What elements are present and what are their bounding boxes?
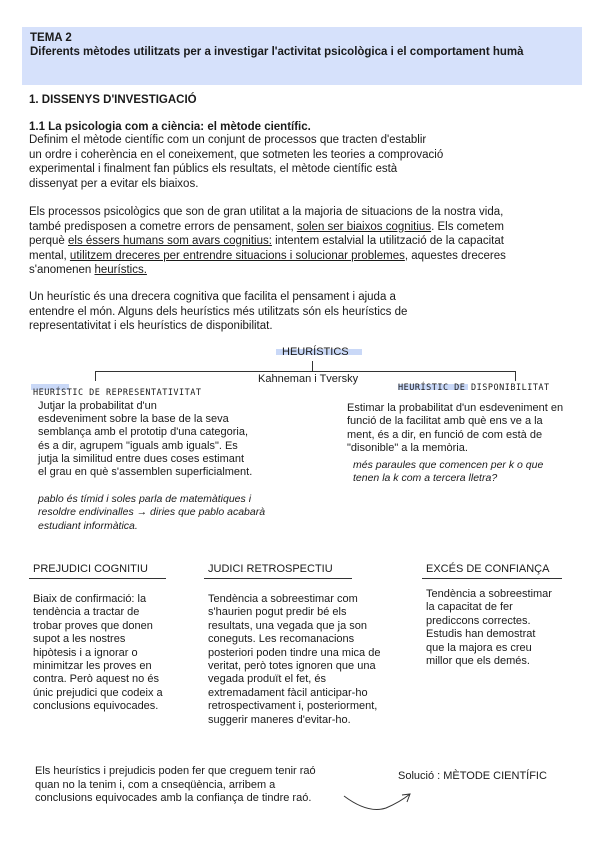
text-line: més paraules que comencen per k o que <box>353 459 544 471</box>
text-line: funció de la facilitat amb què ens ve a la <box>347 415 543 428</box>
bias-title-overconfidence: EXCÉS DE CONFIANÇA <box>426 563 550 575</box>
text-line: semblança amb el prototip d'una categoria, <box>38 426 249 439</box>
text-line: veritat, però totes ignoren que una <box>208 660 376 673</box>
text-line: resoldre endivinalles → diries que pablo acabarà <box>38 506 266 519</box>
availability-label: HEURÍSTIC DE DISPONIBILITAT <box>398 383 550 393</box>
underlined-text: solen ser biaixos cognitius <box>296 220 432 233</box>
text-line: posteriori poden tindre una mica de <box>208 646 381 659</box>
text-line: esdeveniment sobre la base de la seva <box>38 413 229 426</box>
text-line: retrospectivament i, posteriorment, <box>208 700 378 713</box>
conclusion-text <box>35 765 365 806</box>
bias-text-prejudice <box>33 593 183 714</box>
underlined-text: heurístics. <box>94 264 147 276</box>
bias-title-prejudice: PREJUDICI COGNITIU <box>33 563 148 575</box>
availability-description <box>347 402 597 456</box>
text-line: jutja la similitud entre dues coses estimant <box>38 452 245 465</box>
text-line <box>29 220 595 235</box>
text-line: la capacitat de fer <box>426 601 513 614</box>
text-line: un ordre i coherència en el coneixement, que sotmeten les teories a comprovació <box>29 148 444 161</box>
authors-label: Kahneman i Tversky <box>258 373 359 385</box>
text-line: tenen la k com a tercera lletra? <box>353 472 498 485</box>
scientific-method-paragraph <box>29 133 589 191</box>
text-line: Biaix de confirmació: la <box>33 593 147 605</box>
cognitive-bias-paragraph <box>29 205 595 278</box>
text-line: és a dir, agrupem "iguals amb iguals". Es <box>38 439 238 452</box>
text-line: hipòtesis i a ignorar o <box>33 646 138 659</box>
page-title: Diferents mètodes utilitzats per a investigar l'activitat psicològica i el comportament humà <box>30 46 524 58</box>
text-line: contra. Però aquest no és <box>33 673 159 686</box>
text-line: quan no la tenim i, com a cnseqüència, arribem a <box>35 778 276 791</box>
text-line: suggerir maneres d'evitar-ho. <box>208 713 351 726</box>
text-span: també predisposen a cometre errors de pensament, <box>29 220 297 233</box>
text-line: prediccons correctes. <box>426 614 531 627</box>
underlined-text: utilitzem dreceres per entrendre situacions i solucionar problemes <box>69 249 405 262</box>
title-underline <box>422 578 562 579</box>
text-line: s'haurien pogut predir bé els <box>208 606 347 619</box>
title-underline <box>204 578 352 579</box>
subsection-title: 1.1 La psicologia com a ciència: el mètode científic. <box>29 121 311 133</box>
topic-label: TEMA 2 <box>30 32 72 44</box>
representativeness-description <box>38 400 318 479</box>
text-line: Estudis han demostrat <box>426 628 536 641</box>
text-line: Tendència a sobreestimar <box>426 588 552 600</box>
connector-line <box>95 371 96 381</box>
text-line: Estimar la probabilitat d'un esdeveniment en <box>347 402 564 414</box>
text-line: "disonible" a la memòria. <box>347 442 468 455</box>
text-line: experimental i finalment fan públics els resultats, el mètode científic està <box>29 163 398 175</box>
text-line: únic prejudici que codeix a <box>33 686 163 699</box>
text-line: Els processos psicològics que son de gran utilitat a la majoria de situacions de la nostra vida, <box>29 206 504 218</box>
connector-line <box>312 361 313 371</box>
text-line: Un heurístic és una drecera cognitiva que facilita el pensament i ajuda a <box>29 291 396 303</box>
text-line: conclusions equivocades. <box>33 700 159 713</box>
text-line: dissenyat per a evitar els biaixos. <box>29 177 199 190</box>
text-line <box>29 263 595 278</box>
text-span: . Els cometem <box>431 220 504 233</box>
section-title: 1. DISSENYS D'INVESTIGACIÓ <box>29 94 197 106</box>
header-box <box>22 27 582 85</box>
text-line: que la majora es creu <box>426 641 532 654</box>
text-line: pablo és tímid i soles parla de matemàtiques i <box>38 493 252 505</box>
text-line: el grau en què s'assemblen superficialment. <box>38 466 253 479</box>
text-span: perquè <box>29 235 69 247</box>
text-span: s'anomenen <box>29 264 95 276</box>
text-line: vegada produït el fet, és <box>208 673 327 686</box>
text-line: Tendència a sobreestimar com <box>208 593 358 605</box>
curved-arrow-icon <box>340 790 420 820</box>
text-line: tendència a tractar de <box>33 606 140 619</box>
text-line: coneguts. Les recomanacions <box>208 633 355 646</box>
text-line: trobar proves que donen <box>33 619 153 632</box>
text-line: millor que els demés. <box>426 655 530 668</box>
text-span: mental, <box>29 249 70 262</box>
text-span: intentem estalvial la utilització de la capacitat <box>271 235 504 247</box>
bias-text-overconfidence <box>426 588 586 668</box>
text-line: ment, és a dir, en funció de com està de <box>347 428 543 441</box>
text-line: Jutjar la probabilitat d'un <box>38 400 157 412</box>
heuristics-title: HEURÍSTICS <box>282 346 349 358</box>
text-line: extremadament fàcil anticipar-ho <box>208 686 368 699</box>
connector-line <box>95 371 515 372</box>
bias-text-hindsight <box>208 593 408 727</box>
text-line <box>29 249 595 264</box>
text-span: , aquestes dreceres <box>404 249 506 262</box>
connector-line <box>515 371 516 381</box>
heuristic-definition-paragraph <box>29 290 589 334</box>
text-line: minimitzar les proves en <box>33 660 152 673</box>
solution-label: Solució : MÈTODE CIENTÍFIC <box>398 770 547 782</box>
text-line <box>29 234 595 249</box>
text-line: supot a les nostres <box>33 633 126 646</box>
text-line: Els heurístics i prejudicis poden fer que creguem tenir raó <box>35 765 316 777</box>
bias-title-hindsight: JUDICI RETROSPECTIU <box>208 563 333 575</box>
text-line: estudiant informàtica. <box>38 519 138 532</box>
text-line: conclusions equivocades amb la confiança de tindre raó. <box>35 792 312 805</box>
availability-example <box>353 459 593 486</box>
text-line: representativitat i els heurístics de disponibilitat. <box>29 320 273 332</box>
representativeness-example <box>38 493 328 533</box>
text-line: Definim el mètode científic com un conjunt de processos que tracten d'establir <box>29 134 427 146</box>
underlined-text: els éssers humans som avars cognitius: <box>68 235 272 247</box>
representativeness-label: HEURÍSTIC DE REPRESENTATIVITAT <box>33 388 202 398</box>
text-line: entendre el món. Alguns dels heurístics més utilitzats són els heurístics de <box>29 305 408 318</box>
title-underline <box>29 578 166 579</box>
text-line: resultats, una vegada que ja son <box>208 619 368 632</box>
